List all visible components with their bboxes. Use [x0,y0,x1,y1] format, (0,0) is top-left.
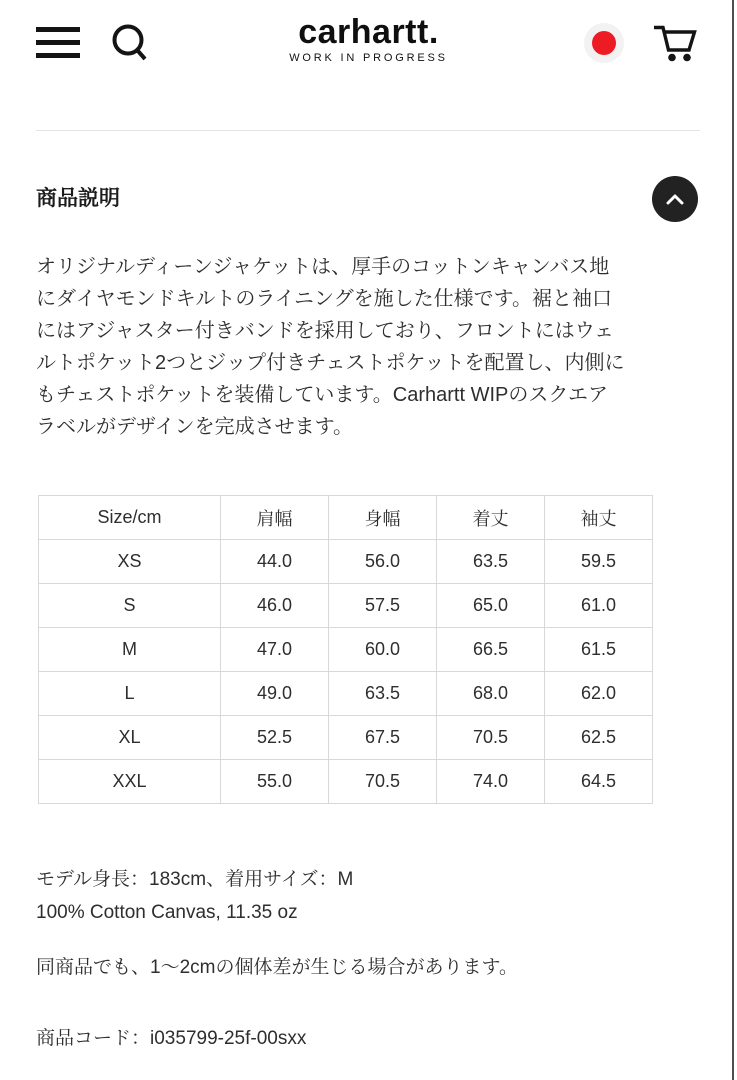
measure-cell: 68.0 [437,672,545,716]
fabric-info: 100% Cotton Canvas, 11.35 oz [36,902,298,923]
measure-cell: 60.0 [329,628,437,672]
measure-cell: 67.5 [329,716,437,760]
japan-flag-icon [592,31,616,55]
size-cell: S [39,584,221,628]
measure-cell: 62.0 [545,672,653,716]
size-table-header-cell: Size/cm [39,496,221,540]
size-table-header-cell: 袖丈 [545,496,653,540]
description-line: オリジナルディーンジャケットは、厚手のコットンキャンバス地 [36,256,610,278]
header-divider [36,130,700,131]
measure-cell: 46.0 [221,584,329,628]
description-line: ルトポケット2つとジップ付きチェストポケットを配置し、内側に [36,352,625,374]
size-table-body [39,540,653,804]
measure-cell: 63.5 [329,672,437,716]
size-cell: XL [39,716,221,760]
measure-cell: 70.5 [437,716,545,760]
measure-cell: 57.5 [329,584,437,628]
brand-wordmark: carhartt. [298,13,439,51]
cart-button[interactable] [652,23,700,68]
measure-cell: 44.0 [221,540,329,584]
measure-cell: 52.5 [221,716,329,760]
table-row [39,760,653,804]
measure-cell: 55.0 [221,760,329,804]
table-row [39,540,653,584]
measure-cell: 61.0 [545,584,653,628]
product-code-label: 商品コード： [36,1028,151,1049]
description-line: にはアジャスター付きバンドを採用しており、フロントにはウェ [36,320,614,342]
size-table-header-cell: 肩幅 [221,496,329,540]
measure-cell: 61.5 [545,628,653,672]
size-cell: M [39,628,221,672]
size-table-head [39,496,653,540]
measure-cell: 62.5 [545,716,653,760]
table-row [39,716,653,760]
product-code-value: i035799-25f-00sxx [150,1028,307,1049]
description-line: もチェストポケットを装備しています。Carhartt WIPのスクエア [36,384,608,406]
measure-cell: 70.5 [329,760,437,804]
brand-logo[interactable] [0,15,737,64]
measure-cell: 64.5 [545,760,653,804]
section-title: 商品説明 [36,187,120,210]
size-cell: L [39,672,221,716]
cart-icon [652,23,700,63]
size-table [38,495,653,804]
size-table-header-cell: 着丈 [437,496,545,540]
table-row [39,628,653,672]
measure-cell: 65.0 [437,584,545,628]
measure-cell: 74.0 [437,760,545,804]
measure-cell: 47.0 [221,628,329,672]
size-cell: XS [39,540,221,584]
size-table-header-row [39,496,653,540]
measure-cell: 63.5 [437,540,545,584]
scrollbar[interactable] [732,0,734,1080]
measure-cell: 59.5 [545,540,653,584]
model-info: モデル身長：183cm、着用サイズ：M [36,869,354,890]
measure-cell: 56.0 [329,540,437,584]
chevron-up-icon [666,194,684,205]
size-cell: XXL [39,760,221,804]
size-table-header-cell: 身幅 [329,496,437,540]
measure-cell: 66.5 [437,628,545,672]
tolerance-note: 同商品でも、1〜2cmの個体差が生じる場合があります。 [36,957,518,978]
description-line: にダイヤモンドキルトのライニングを施した仕様です。裾と袖口 [36,288,612,310]
table-row [39,584,653,628]
collapse-section-button[interactable] [652,176,698,222]
table-row [39,672,653,716]
locale-selector[interactable] [584,23,624,63]
product-description [36,251,625,443]
brand-tagline: WORK IN PROGRESS [289,52,448,64]
description-line: ラベルがデザインを完成させます。 [36,416,353,438]
product-code [36,1025,306,1053]
measure-cell: 49.0 [221,672,329,716]
